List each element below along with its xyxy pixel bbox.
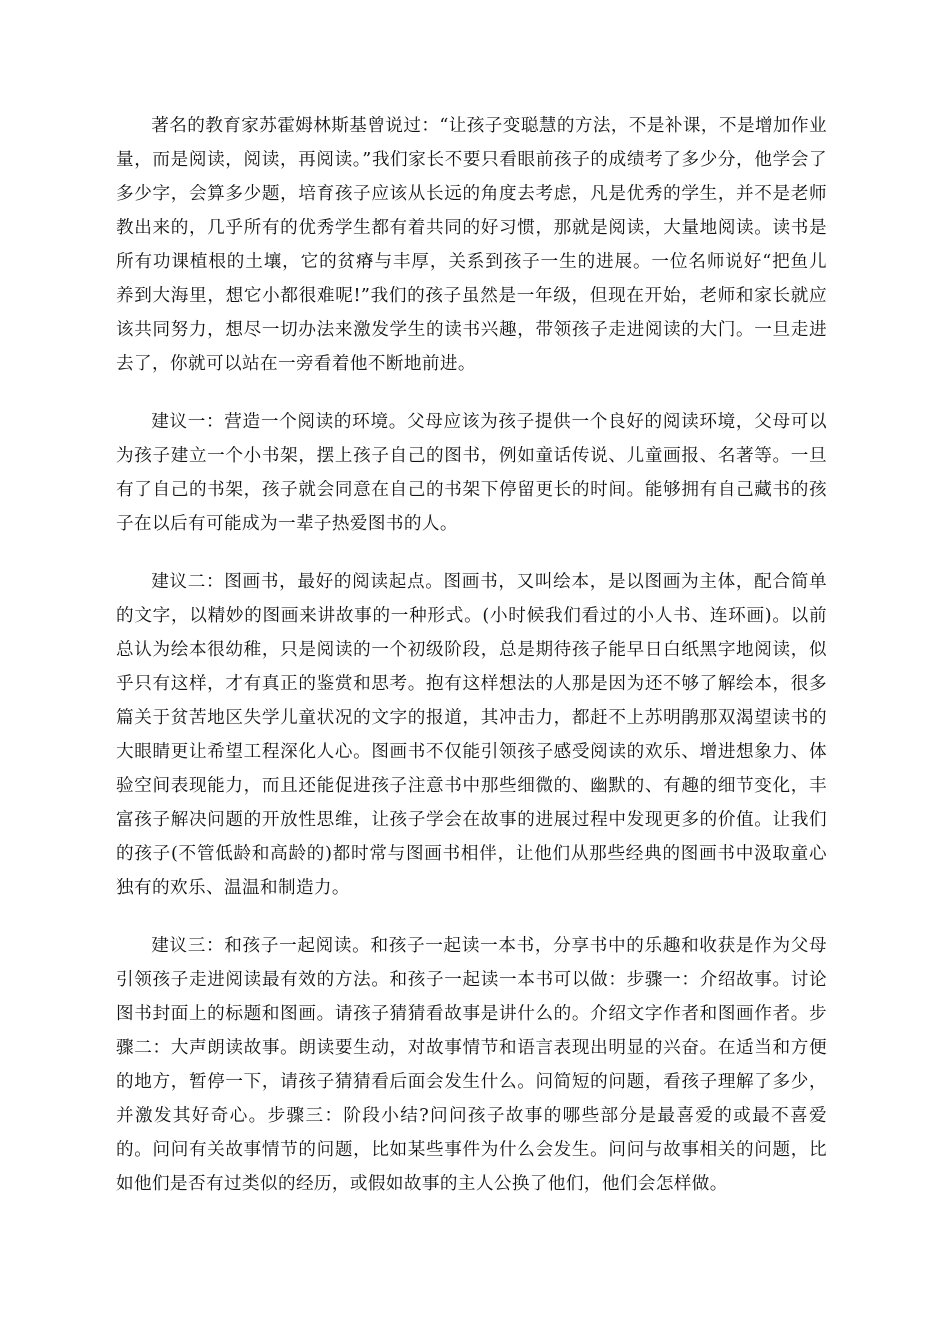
paragraph-intro: 著名的教育家苏霍姆林斯基曾说过：“让孩子变聪慧的方法，不是补课，不是增加作业量，而是阅读，阅读，再阅读。”我们家长不要只看眼前孩子的成绩考了多少分，他学会了多少字，会算多少题，培育孩子应该从长远的角度去考虑，凡是优秀的学生，并不是老师教出来的，几乎所有的优秀学生都有着共同的好习惯，那就是阅读，大量地阅读。读书是所有功课植根的土壤，它的贫瘠与丰厚，关系到孩子一生的进展。一位名师说好“把鱼儿养到大海里，想它小都很难呢!”我们的孩子虽然是一年级，但现在开始，老师和家长就应该共同努力，想尽一切办法来激发学生的读书兴趣，带领孩子走进阅读的大门。一旦走进去了，你就可以站在一旁看着他不断地前进。 — [116, 116, 827, 374]
paragraph-suggestion-three: 建议三：和孩子一起阅读。和孩子一起读一本书，分享书中的乐趣和收获是作为父母引领孩子走进阅读最有效的方法。和孩子一起读一本书可以做：步骤一：介绍故事。讨论图书封面上的标题和图画。请孩子猜猜看故事是讲什么的。介绍文字作者和图画作者。步骤二：大声朗读故事。朗读要生动，对故事情节和语言表现出明显的兴奋。在适当和方便的地方，暂停一下，请孩子猜猜看后面会发生什么。问简短的问题，看孩子理解了多少，并激发其好奇心。步骤三：阶段小结?问问孩子故事的哪些部分是最喜爱的或最不喜爱的。问问有关故事情节的问题，比如某些事件为什么会发生。问问与故事相关的问题，比如他们是否有过类似的经历，或假如故事的主人公换了他们，他们会怎样做。 — [116, 936, 827, 1194]
paragraph-suggestion-one: 建议一：营造一个阅读的环境。父母应该为孩子提供一个良好的阅读环境，父母可以为孩子建立一个小书架，摆上孩子自己的图书，例如童话传说、儿童画报、名著等。一旦有了自己的书架，孩子就会同意在自己的书架下停留更长的时间。能够拥有自己藏书的孩子在以后有可能成为一辈子热爱图书的人。 — [116, 412, 827, 534]
paragraph-suggestion-two: 建议二：图画书，最好的阅读起点。图画书，又叫绘本，是以图画为主体，配合简单的文字，以精妙的图画来讲故事的一种形式。(小时候我们看过的小人书、连环画)。以前总认为绘本很幼稚，只是阅读的一个初级阶段，总是期待孩子能早日白纸黑字地阅读，似乎只有这样，才有真正的鉴赏和思考。抱有这样想法的人那是因为还不够了解绘本，很多篇关于贫苦地区失学儿童状况的文字的报道，其冲击力，都赶不上苏明鹃那双渴望读书的大眼睛更让希望工程深化人心。图画书不仅能引领孩子感受阅读的欢乐、增进想象力、体验空间表现能力，而且还能促进孩子注意书中那些细微的、幽默的、有趣的细节变化，丰富孩子解决问题的开放性思维，让孩子学会在故事的进展过程中发现更多的价值。让我们的孩子(不管低龄和高龄的)都时常与图画书相伴，让他们从那些经典的图画书中汲取童心独有的欢乐、温温和制造力。 — [116, 572, 827, 898]
document-body — [116, 109, 827, 1201]
